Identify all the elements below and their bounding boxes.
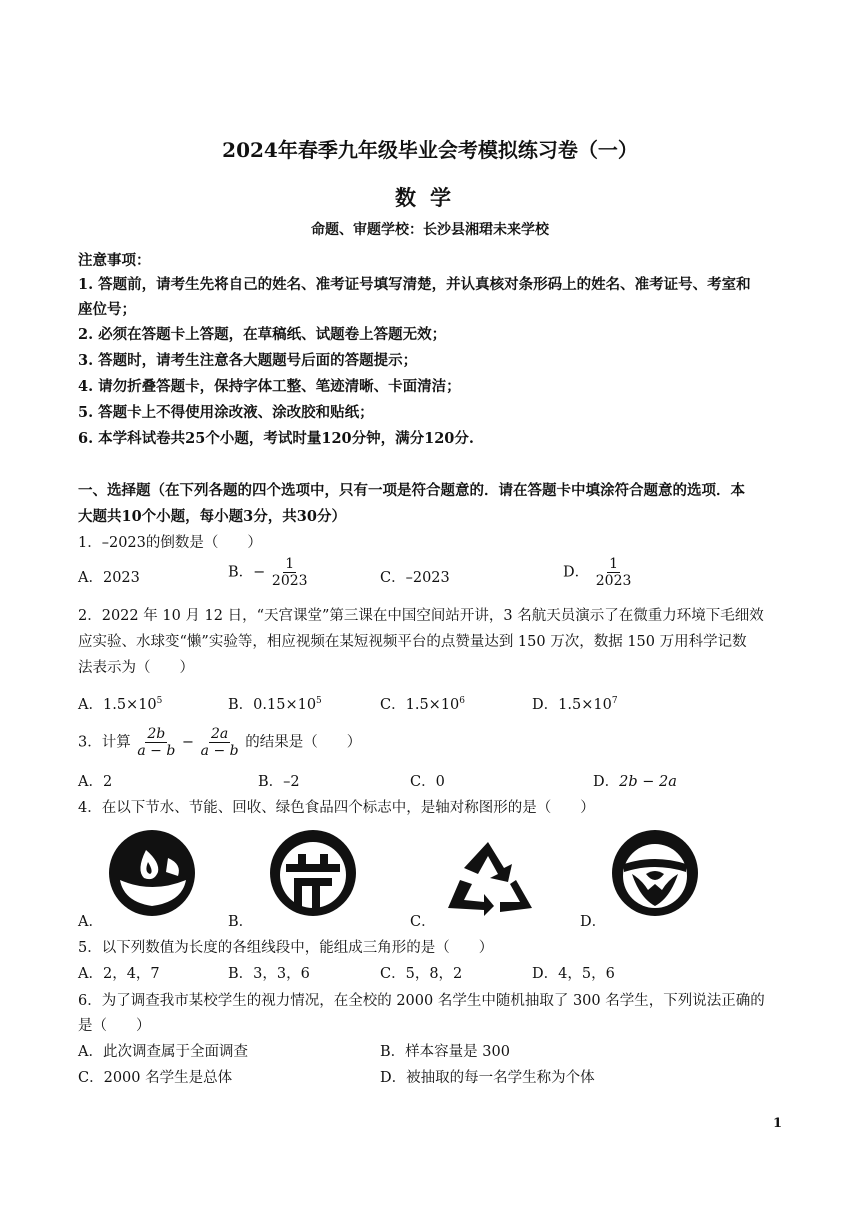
minus-sign: − [181, 734, 195, 751]
q2-stem-line: 法表示为（ ） [78, 660, 194, 676]
section-heading-cont: 大题共10个小题，每小题3分，共30分） [78, 508, 346, 525]
q2-option-b [228, 693, 322, 714]
sci-exponent: 5 [156, 696, 163, 707]
q1-option-d [563, 556, 633, 589]
option-label: B． [228, 697, 254, 713]
q4-option-a-label: A． [78, 914, 103, 930]
sci-base: 1.5×10 [405, 697, 460, 713]
q3-option-d [593, 770, 677, 791]
q4-stem: 4．在以下节水、节能、回收、绿色食品四个标志中，是轴对称图形的是（ ） [78, 800, 595, 816]
q1-option-a: A．2023 [78, 570, 140, 586]
numerator: 2a [211, 726, 229, 742]
q6-stem-line: 6．为了调查我市某校学生的视力情况，在全校的 2000 名学生中随机抽取了 300 名学生，下列说法正确的 [78, 993, 765, 1009]
denominator: 2023 [595, 573, 632, 589]
q3-suffix: 的结果是（ ） [245, 734, 362, 751]
minus-sign: − [253, 564, 266, 581]
q3-option-a: A．2 [78, 774, 113, 790]
denominator: a − b [137, 743, 176, 759]
q2-option-c [380, 693, 465, 714]
sci-exponent: 7 [611, 696, 618, 707]
q2-stem-line: 2．2022 年 10 月 12 日，“天宫课堂”第三课在中国空间站开讲，3 名航天员演示了在微重力环境下毛细效 [78, 608, 764, 624]
sci-base: 1.5×10 [558, 697, 612, 713]
q4-option-b-label: B． [228, 914, 254, 930]
option-label: D． [532, 697, 559, 713]
q6-option-d: D．被抽取的每一名学生称为个体 [380, 1070, 595, 1086]
numerator: 2b [147, 726, 166, 742]
q3-option-b: B．–2 [258, 774, 300, 790]
expression: 2b − 2a [619, 774, 677, 790]
option-label: A． [78, 697, 103, 713]
numerator: 1 [609, 556, 619, 572]
option-label: C． [380, 697, 406, 713]
q5-stem: 5．以下列数值为长度的各组线段中，能组成三角形的是（ ） [78, 940, 494, 956]
exam-title: 2024年春季九年级毕业会考模拟练习卷（一） [222, 138, 638, 162]
sci-exponent: 6 [459, 696, 466, 707]
q3-option-c: C．0 [410, 774, 445, 790]
note-item: 5. 答题卡上不得使用涂改液、涂改胶和贴纸； [78, 404, 374, 421]
q4-option-c-label: C． [410, 914, 436, 930]
numerator: 1 [285, 556, 295, 572]
q3-stem [78, 726, 361, 759]
option-label: D． [563, 564, 590, 581]
q1-stem: 1．–2023的倒数是（ ） [78, 535, 262, 551]
q2-option-a [78, 693, 162, 714]
q1-option-b [228, 556, 310, 589]
q3-prefix: 3．计算 [78, 734, 131, 751]
q5-option-b: B．3，3，6 [228, 966, 310, 982]
fraction [594, 556, 634, 589]
note-item: 6. 本学科试卷共25个小题，考试时量120分钟，满分120分. [78, 430, 474, 447]
q1-option-c: C．–2023 [380, 570, 450, 586]
note-item: 2. 必须在答题卡上答题，在草稿纸、试题卷上答题无效； [78, 326, 447, 343]
q4-option-d-label: D． [580, 914, 607, 930]
sci-exponent: 5 [316, 696, 322, 707]
q6-option-b: B．样本容量是 300 [380, 1044, 510, 1060]
q6-option-c: C．2000 名学生是总体 [78, 1070, 233, 1086]
q2-option-d [532, 693, 618, 714]
option-label: D． [593, 774, 620, 790]
q5-option-d: D．4，5，6 [532, 966, 615, 982]
note-item: 4. 请勿折叠答题卡，保持字体工整、笔迹清晰、卡面清洁； [78, 378, 461, 395]
section-heading: 一、选择题（在下列各题的四个选项中，只有一项是符合题意的．请在答题卡中填涂符合题意的选项．本 [78, 482, 745, 499]
fraction [135, 726, 177, 759]
school-line: 命题、审题学校：长沙县湘珺未来学校 [311, 222, 549, 238]
q6-option-a: A．此次调查属于全面调查 [78, 1044, 248, 1060]
note-item: 3. 答题时，请考生注意各大题题号后面的答题提示； [78, 352, 418, 369]
note-item: 座位号； [78, 301, 136, 318]
option-label: B． [228, 564, 254, 581]
q5-option-a: A．2，4，7 [78, 966, 160, 982]
q2-stem-line: 应实验、水球变“懒”实验等，相应视频在某短视频平台的点赞量达到 150 万次，数据 150 万用科学记数 [78, 634, 747, 650]
note-item: 1. 答题前，请考生先将自己的姓名、准考证号填写清楚，并认真核对条形码上的姓名、准考证号、考室和 [78, 276, 751, 293]
q5-option-c: C．5，8，2 [380, 966, 463, 982]
sci-base: 1.5×10 [102, 697, 157, 713]
denominator: 2023 [271, 573, 308, 589]
page-number: 1 [772, 1116, 782, 1131]
subject-title: 数学 [395, 185, 465, 210]
fraction [199, 726, 241, 759]
recycle-logo-icon [442, 838, 534, 916]
energy-saving-logo-icon [268, 828, 358, 918]
sci-base: 0.15×10 [253, 697, 317, 713]
water-saving-logo-icon [108, 828, 196, 918]
q6-stem-line: 是（ ） [78, 1018, 151, 1034]
denominator: a − b [200, 743, 239, 759]
green-food-logo-icon [610, 828, 700, 918]
fraction [270, 556, 310, 589]
notes-heading: 注意事项： [78, 252, 151, 269]
